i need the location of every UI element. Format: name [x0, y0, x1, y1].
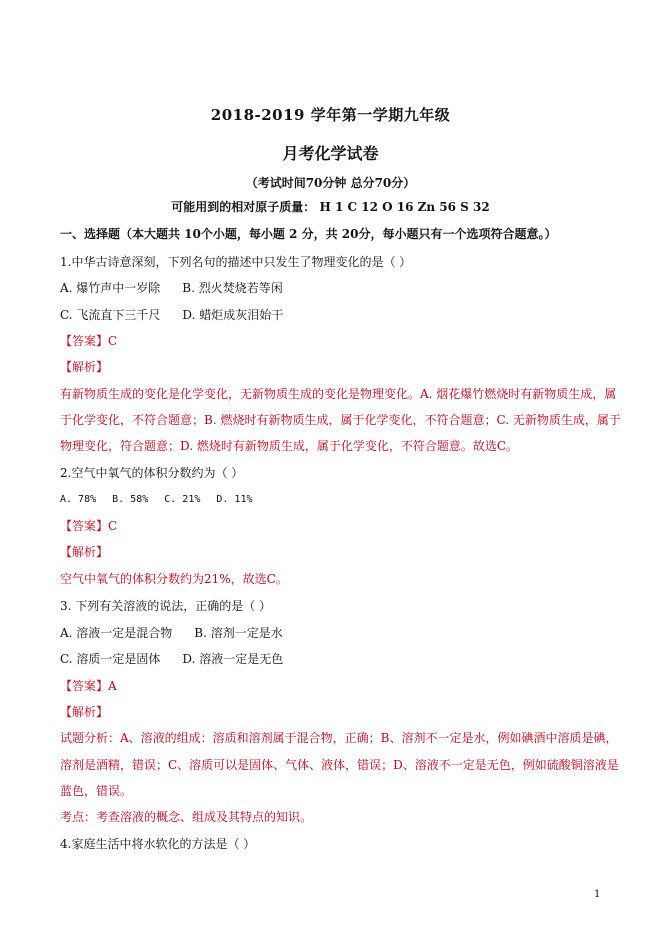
- question-1-options-ab: [60, 280, 283, 296]
- question-1-analysis-line-1: 有新物质生成的变化是化学变化，无新物质生成的变化是物理变化。A. 烟花爆竹燃烧时有新物质生成，属: [60, 387, 617, 401]
- question-2-option-d: D. 11%: [216, 494, 253, 505]
- question-1-analysis-label: 【解析】: [60, 360, 109, 374]
- question-2-option-b: B. 58%: [112, 494, 149, 505]
- question-1-analysis-line-3: 物理变化，符合题意；D. 燃烧时有新物质生成，属于化学变化，不符合题意。故选C。: [60, 439, 519, 453]
- section-heading: 一、选择题（本大题共 10个小题，每小题 2 分，共 20分，每小题只有一个选项符合题意。）: [60, 227, 557, 241]
- question-2-analysis-label: 【解析】: [60, 545, 109, 559]
- question-3-options-cd: [60, 651, 283, 667]
- question-1-options-cd: [60, 307, 283, 323]
- question-3-option-b: B. 溶剂一定是水: [194, 626, 283, 640]
- question-2-analysis-line-1: 空气中氧气的体积分数约为21%，故选C。: [60, 572, 288, 586]
- question-2-option-c: C. 21%: [164, 494, 201, 505]
- question-1-answer: 【答案】C: [60, 334, 118, 348]
- question-2-options: [60, 492, 253, 508]
- question-3-options-ab: [60, 625, 283, 641]
- question-1-stem: 1.中华古诗意深刻，下列名句的描述中只发生了物理变化的是（ ）: [60, 255, 412, 269]
- question-3-analysis-line-3: 蓝色，错误。: [60, 784, 133, 798]
- question-1-option-d: D. 蜡炬成灰泪始干: [182, 308, 284, 322]
- question-3-analysis-line-4: 考点：考查溶液的概念、组成及其特点的知识。: [60, 810, 313, 824]
- question-1-option-c: C. 飞流直下三千尺: [60, 308, 161, 322]
- page-number: 1: [594, 889, 601, 900]
- question-3-analysis-line-2: 溶剂是酒精，错误；C、溶质可以是固体、气体、液体，错误；D、溶液不一定是无色，例如硫酸铜溶液是: [60, 758, 619, 772]
- question-3-option-c: C. 溶质一定是固体: [60, 652, 161, 666]
- question-2-answer: 【答案】C: [60, 519, 118, 533]
- question-1-option-b: B. 烈火焚烧若等闲: [182, 281, 283, 295]
- title-line-1: 2018-2019 学年第一学期九年级: [210, 106, 451, 124]
- question-3-analysis-label: 【解析】: [60, 705, 109, 719]
- question-2-stem: 2.空气中氧气的体积分数约为（ ）: [60, 466, 244, 480]
- question-3-option-a: A. 溶液一定是混合物: [60, 626, 173, 640]
- question-1-analysis-line-2: 于化学变化，不符合题意；B. 燃烧时有新物质生成，属于化学变化，不符合题意；C. 无新物质生成，属于: [60, 413, 621, 427]
- question-3-answer: 【答案】A: [60, 679, 117, 693]
- exam-info: （考试时间70分钟 总分70分）: [245, 176, 416, 190]
- question-2-option-a: A. 78%: [60, 494, 97, 505]
- question-3-analysis-line-1: 试题分析：A、溶液的组成：溶质和溶剂属于混合物，正确；B、溶剂不一定是水，例如碘酒中溶质是碘，: [60, 731, 618, 745]
- question-4-stem: 4.家庭生活中将水软化的方法是（ ）: [60, 837, 256, 851]
- question-3-stem: 3. 下列有关溶液的说法，正确的是（ ）: [60, 599, 272, 613]
- question-3-option-d: D. 溶液一定是无色: [182, 652, 284, 666]
- question-1-option-a: A. 爆竹声中一岁除: [60, 281, 161, 295]
- title-line-2: 月考化学试卷: [282, 144, 379, 163]
- atomic-masses: 可能用到的相对原子质量： H 1 C 12 O 16 Zn 56 S 32: [171, 200, 490, 214]
